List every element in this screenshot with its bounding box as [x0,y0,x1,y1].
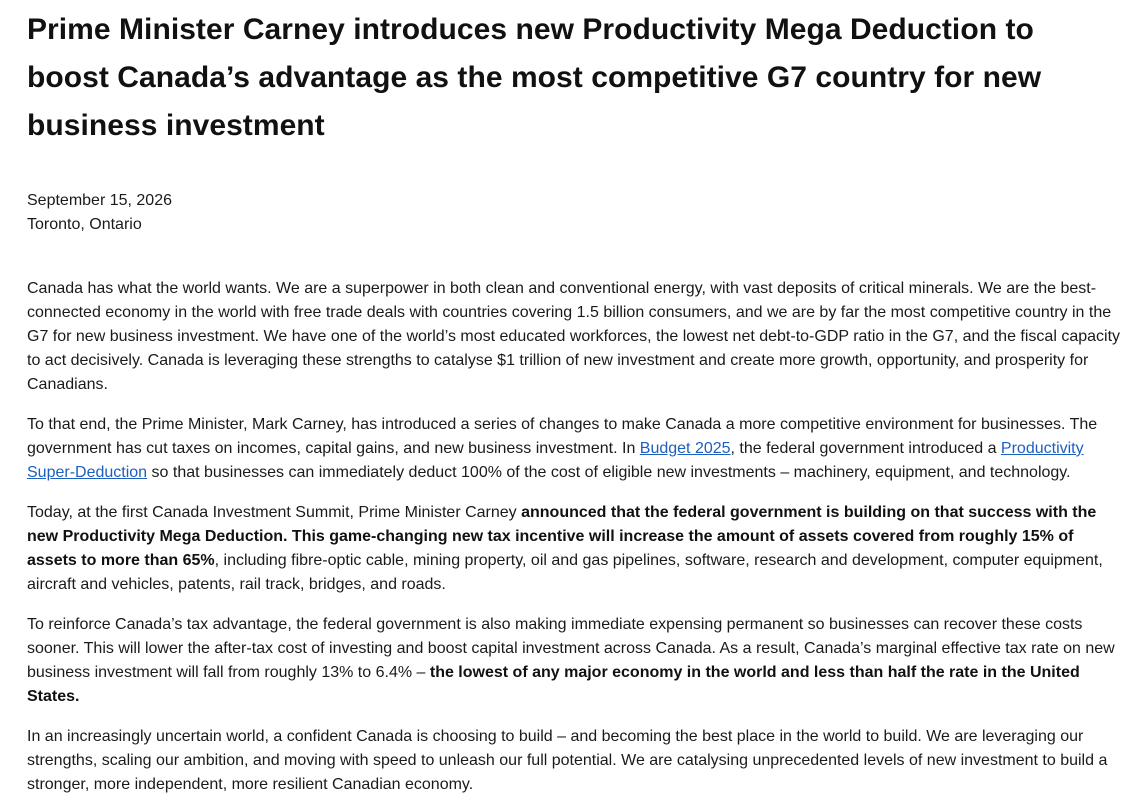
page-title: Prime Minister Carney introduces new Productivity Mega Deduction to boost Canada’s advantage as the most competitive G7 country for new business investment [27,13,1042,142]
paragraph-text: To reinforce Canada’s tax advantage, the federal government is also making immediate expensing permanent so businesses can recover these costs sooner. This will lower the after-tax cost of investing and boost capital investment across Canada. As a result, Canada’s marginal effective tax rate on new business investment will fall from roughly 13% to 6.4% – [27,616,1115,681]
paragraph-text: , the federal government introduced a [730,440,1001,457]
release-meta [27,189,1122,237]
productivity-super-deduction-link[interactable]: Productivity Super-Deduction [27,440,1084,481]
paragraph-text: To that end, the Prime Minister, Mark Carney, has introduced a series of changes to make Canada a more competitive environment for businesses. The government has cut taxes on incomes, capital gains, and new business investment. In [27,416,1098,457]
paragraph-tax-advantage [27,613,1122,709]
paragraph-announcement [27,501,1122,597]
budget-2025-link[interactable]: Budget 2025 [639,440,731,457]
paragraph-text: so that businesses can immediately deduct 100% of the cost of eligible new investments – machinery, equipment, and technology. [147,464,1071,481]
paragraph-text: Today, at the first Canada Investment Summit, Prime Minister Carney [27,504,522,521]
paragraph-text: , including fibre-optic cable, mining property, oil and gas pipelines, software, research and development, computer equipment, aircraft and vehicles, patents, rail track, bridges, and roads. [27,552,1103,593]
paragraph-intro: Canada has what the world wants. We are a superpower in both clean and conventional energy, with vast deposits of critical minerals. We are the best-connected economy in the world with free trade deals with countries covering 1.5 billion consumers, and we are by far the most competitive country in the G7 for new business investment. We have one of the world’s most educated workforces, the lowest net debt-to-GDP ratio in the G7, and the fiscal capacity to act decisively. Canada is leveraging these strengths to catalyse $1 trillion of new investment and create more growth, opportunity, and prosperity for Canadians. [27,280,1121,393]
announcement-highlight: announced that the federal government is building on that success with the new Productivity Mega Deduction. This game-changing new tax incentive will increase the amount of assets covered from roughly 15% of assets to more than 65% [27,504,1097,569]
tax-rate-highlight: the lowest of any major economy in the world and less than half the rate in the United States. [27,664,1080,705]
release-location: Toronto, Ontario [27,216,142,233]
paragraph-context [27,413,1122,485]
release-date: September 15, 2026 [27,192,172,209]
article-body [27,277,1122,797]
paragraph-closing: In an increasingly uncertain world, a confident Canada is choosing to build – and becoming the best place in the world to build. We are leveraging our strengths, scaling our ambition, and moving with speed to unleash our full potential. We are catalysing unprecedented levels of new investment to build a stronger, more independent, more resilient Canadian economy. [27,728,1108,793]
